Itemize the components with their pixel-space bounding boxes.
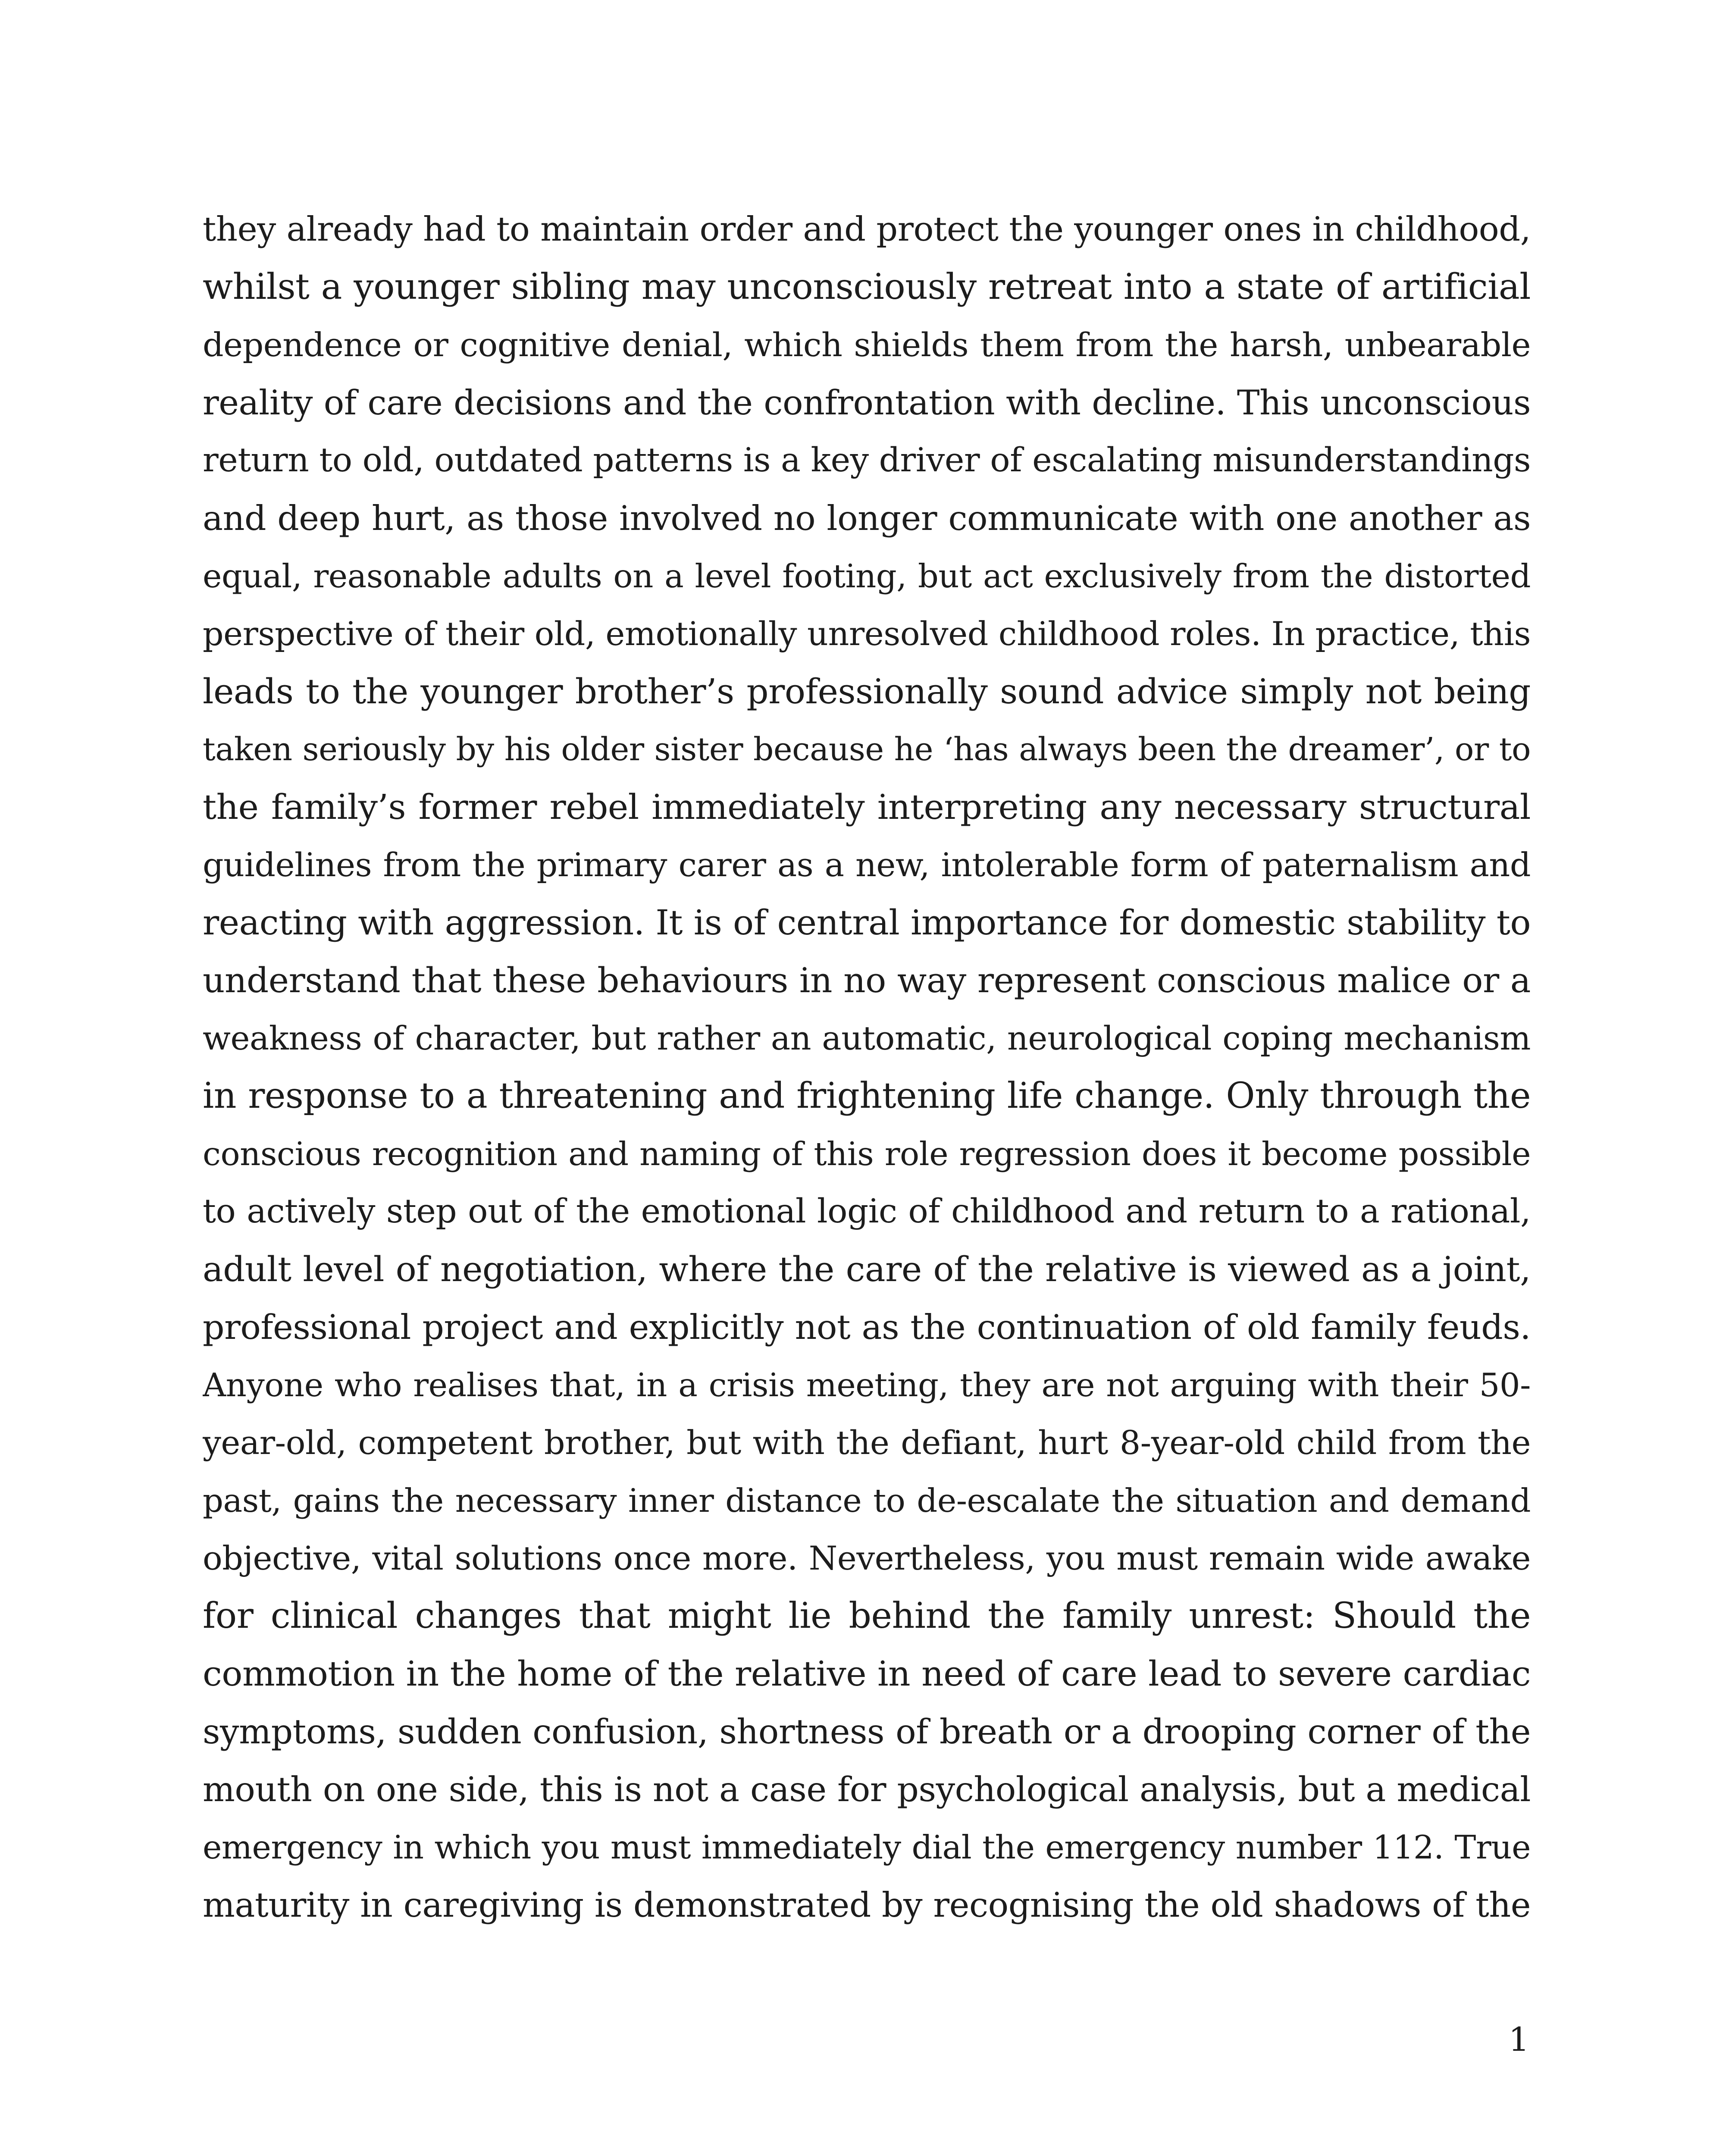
text-line: and deep hurt, as those involved no longer communicate with one another as xyxy=(203,498,1531,538)
text-line: return to old, outdated patterns is a key driver of escalating misunderstandings xyxy=(203,441,1531,479)
text-line: equal, reasonable adults on a level footing, but act exclusively from the distorted xyxy=(203,557,1531,595)
text-line: adult level of negotiation, where the care of the relative is viewed as a joint, xyxy=(203,1249,1531,1289)
text-line: to actively step out of the emotional logic of childhood and return to a rational, xyxy=(203,1192,1531,1231)
text-line: maturity in caregiving is demonstrated by recognising the old shadows of the xyxy=(203,1885,1531,1925)
text-line: in response to a threatening and frightening life change. Only through the xyxy=(203,1075,1531,1116)
body-text xyxy=(203,201,1531,1934)
text-line: guidelines from the primary carer as a new, intolerable form of paternalism and xyxy=(203,846,1531,884)
text-line: symptoms, sudden confusion, shortness of breath or a drooping corner of the xyxy=(203,1712,1531,1752)
text-line: the family’s former rebel immediately interpreting any necessary structural xyxy=(203,787,1531,827)
text-line: Anyone who realises that, in a crisis meeting, they are not arguing with their 50- xyxy=(203,1366,1531,1404)
text-line: whilst a younger sibling may unconsciously retreat into a state of artificial xyxy=(203,266,1531,307)
text-line: taken seriously by his older sister because he ‘has always been the dreamer’, or to xyxy=(203,731,1531,768)
text-line: they already had to maintain order and protect the younger ones in childhood, xyxy=(203,210,1531,249)
text-line: reality of care decisions and the confrontation with decline. This unconscious xyxy=(203,383,1531,423)
text-line: leads to the younger brother’s professionally sound advice simply not being xyxy=(203,671,1531,711)
text-line: emergency in which you must immediately dial the emergency number 112. True xyxy=(203,1828,1531,1866)
text-line: year-old, competent brother, but with the defiant, hurt 8-year-old child from the xyxy=(203,1423,1531,1462)
text-line: mouth on one side, this is not a case for psychological analysis, but a medical xyxy=(203,1770,1531,1809)
text-line: past, gains the necessary inner distance to de-escalate the situation and demand xyxy=(203,1482,1531,1520)
text-line: professional project and explicitly not as the continuation of old family feuds. xyxy=(203,1307,1531,1347)
page-number: 1 xyxy=(1508,2020,1529,2059)
text-line: reacting with aggression. It is of central importance for domestic stability to xyxy=(203,903,1531,943)
text-line: dependence or cognitive denial, which shields them from the harsh, unbearable xyxy=(203,326,1531,364)
text-line: perspective of their old, emotionally unresolved childhood roles. In practice, this xyxy=(203,614,1531,653)
text-line: objective, vital solutions once more. Nevertheless, you must remain wide awake xyxy=(203,1539,1531,1577)
text-line: weakness of character, but rather an automatic, neurological coping mechanism xyxy=(203,1019,1531,1057)
text-line: conscious recognition and naming of this role regression does it become possible xyxy=(203,1135,1531,1173)
text-line: commotion in the home of the relative in need of care lead to severe cardiac xyxy=(203,1654,1531,1694)
text-line: understand that these behaviours in no way represent conscious malice or a xyxy=(203,960,1531,1000)
text-line: for clinical changes that might lie behind the family unrest: Should the xyxy=(203,1595,1531,1636)
